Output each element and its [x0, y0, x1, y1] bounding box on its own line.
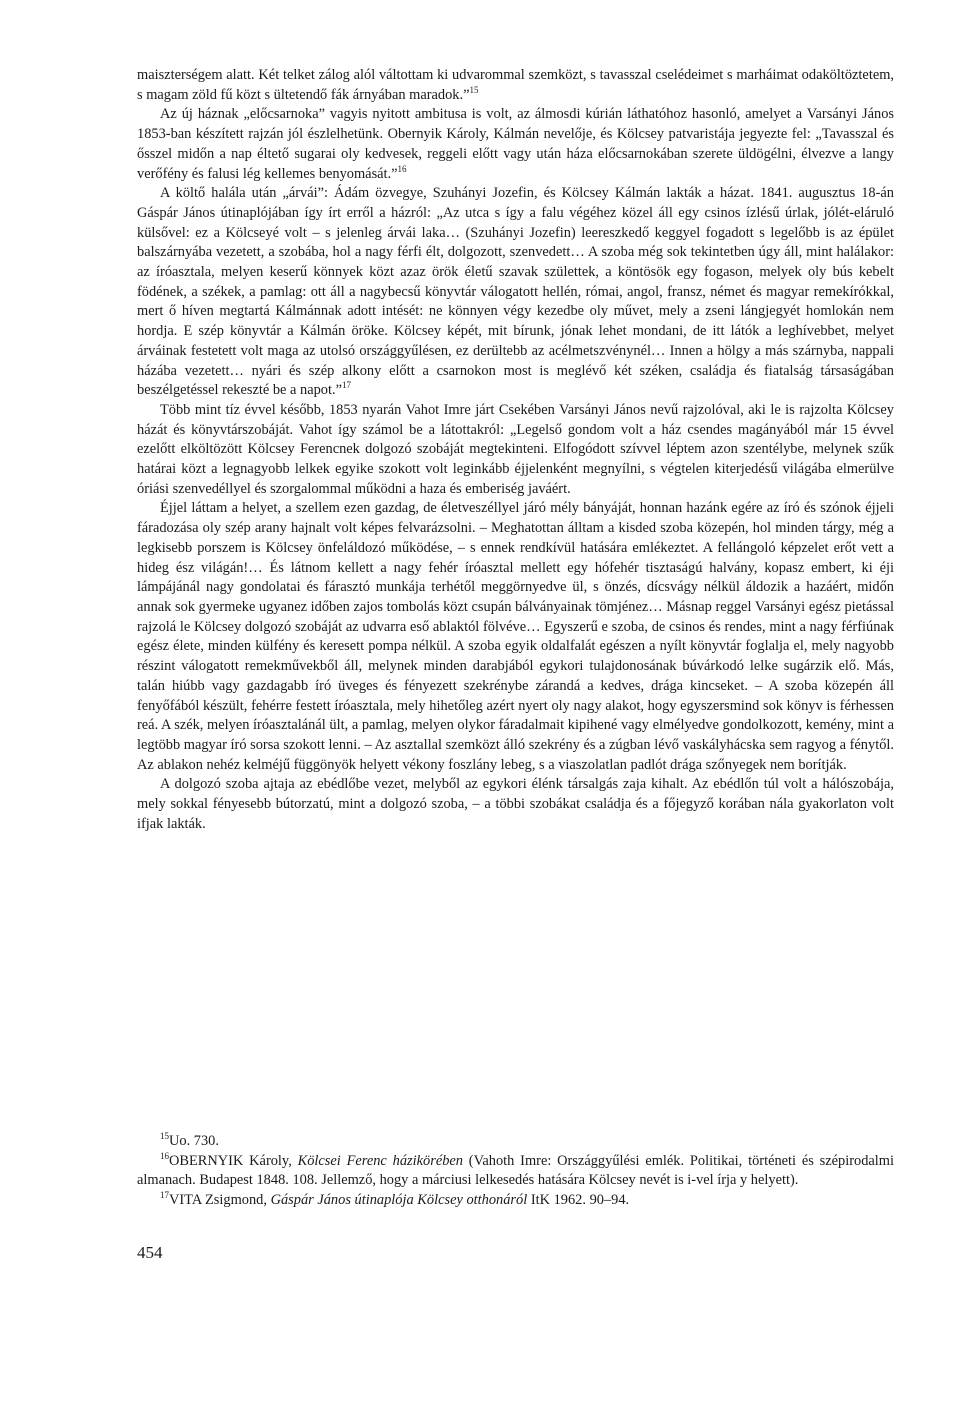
text-run: Az új háznak „előcsarnoka” vagyis nyitott ambitusa is volt, az álmosdi kúrián láthatóhoz hasonló, amelyet a Varsányi János 1853-ban készített rajzán jól észlelhetünk. Obernyik Károly, Kálmán nevelője, és Kölcsey patvaristája jegyezte fel: „Tavasszal és ősszel midőn a nap éltető sugarai oly kedvesek, reggeli előtt vagy után háza előcsarnokában szerete üldögélni, élvezve a langy verőfény és falusi lég kellemes benyomását.”: [137, 106, 894, 182]
footnote-ref: 15: [469, 84, 479, 95]
text-run: A költő halála után „árvái”: Ádám özvegye, Szuhányi Jozefin, és Kölcsey Kálmán lakták a házat. 1841. augusztus 18-án Gáspár János útinaplójában így írt erről a házról: „Az utca s így a falu végéhez közel áll egy csinos ízlésű úrlak, jólét-eláruló külsővel: ez a Kölcseyé volt – s jelenleg árvái laka… (Szuhányi Jozefin) leereszkedő keggyel fogadott s legelőbb is az épület balszárnyába vezetett, a szobába, hol a nagy férfi élt, dolgozott, szenvedett… A szoba még sok tekintetben úgy áll, mint halálakor: az íróasztala, melyen keserű könnyek közt azaz örök életű szavak születtek, a köntösök egy fogason, melyek oly bús kebelt födének, a székek, a pamlag: ott áll a nagybecsű könyvtár válogatott hellén, római, angol, fransz, német és magyar remekírókkal, mert ő híven megtartá Kálmánnak adott intését: ne könnyen végy kezedbe oly művet, mely a zseni lángjegyét homlokán nem hordja. E szép könyvtár a Kálmán öröke. Kölcsey képét, mit bírunk, jónak lehet mondani, de itt látók a leghívebbet, melyet árváinak festetett volt maga az utolsó országgyűlésen, ez derültebb az acélmetszvénynél… Innen a hölgy a más szárnyba, nappali házába vezetett… nyári és szép alkony előtt a csarnokon most is meglévő két széken, családja és fiatalság társaságában beszélgetéssel rekeszté be a napot.”: [137, 185, 894, 399]
footnote: [137, 1132, 894, 1152]
footnote-number: 16: [160, 1150, 169, 1161]
footnote-number: 17: [160, 1190, 169, 1201]
text-run: ItK 1962. 90–94.: [527, 1192, 630, 1209]
body-text: [137, 66, 894, 834]
text-run: A dolgozó szoba ajtaja az ebédlőbe vezet, melyből az egykori élénk társalgás zaja kihalt. Az ebédlőn túl volt a hálószobája, mely sokkal fényesebb bútorzatú, mint a dolgozó szoba, – a többi szobákat családja és a főjegyző korában nála gyakorlaton volt ifjak lakták.: [137, 776, 894, 832]
paragraph: [137, 775, 894, 834]
footnote: [137, 1191, 894, 1211]
footnote: [137, 1152, 894, 1191]
paragraph: [137, 105, 894, 184]
text-run: OBERNYIK Károly,: [169, 1152, 298, 1169]
italic-title: Kölcsei Ferenc házikörében: [297, 1152, 463, 1169]
paragraph: [137, 66, 894, 105]
footnotes: [137, 1132, 894, 1211]
italic-title: Gáspár János útinaplója Kölcsey otthonáról: [270, 1192, 528, 1209]
page-number: 454: [137, 1243, 163, 1262]
paragraph: [137, 401, 894, 500]
footnote-number: 15: [160, 1131, 169, 1142]
text-run: Több mint tíz évvel később, 1853 nyarán Vahot Imre járt Csekében Varsányi János nevű rajzolóval, aki le is rajzolta Kölcsey házát és könyvtárszobáját. Vahot így számol be a látottakról: „Legelső gondom volt a ház csendes magányából már 15 évvel ezelőtt elköltözött Kölcsey Ferencnek dolgozó szobáját megtekinteni. Elfogódott szívvel léptem azon szentélybe, melynek szűk határai közt a legnagyobb lelkek egyike szokott volt leginkább éjjelenként megnyílni, s végtelen kiterjedésű világába elmerülve óriási szenvedéllyel és szorgalommal működni a haza és emberiség javáért.: [137, 401, 894, 497]
paragraph: [137, 184, 894, 401]
footnote-ref: 17: [341, 380, 351, 391]
paragraph: [137, 499, 894, 775]
text-run: Uo. 730.: [169, 1133, 219, 1149]
text-run: VITA Zsigmond,: [169, 1192, 271, 1209]
text-run: maiszterségem alatt. Két telket zálog alól váltottam ki udvarommal szemközt, s tavasszal cselédeimet s marháimat odaköltöztetem, s magam zöld fű közt s ültetendő fák árnyában maradok.”: [137, 67, 894, 103]
footnote-ref: 16: [397, 163, 407, 174]
text-run: Éjjel láttam a helyet, a szellem ezen gazdag, de életveszéllyel járó mély bányáját, honnan hazánk egére az író és szónok éjjeli fáradozása oly szép arany hajnalt volt képes felvarázsolni. – Meghatottan álltam a kisded szoba közepén, hol minden tárgy, még a legkisebb porszem is Kölcsey önfeláldozó működése, – s ennek rendkívül hatására emlékeztet. A fellángoló képzelet erőt vett a hideg ész világán!… És látnom kellett a nagy fehér íróasztal mellett egy hófehér tisztaságú halvány, kopasz embert, ki éji lámpájánál nagy gondolatai és fárasztó munkája terhétől meggörnyedve ül, s önzés, dícsvágy nélkül áldozik a hazáért, midőn annak sok gyermeke ugyanez időben zajos tombolás közt csupán bálványainak tömjénez… Másnap reggel Varsányi egész pietással rajzolá le Kölcsey dolgozó szobáját az udvarra eső ablaktól fölvéve… Egyszerű e szoba, de csinos és rendes, mint a nagy férfiúnak egész élete, minden külfény és keresett pompa nélkül. A szoba egyik oldalfalát egészen a nyílt könyvtár foglalja el, mely nagyobb részint válogatott remekművekből áll, melynek minden darabjából egykori tulajdonosának búvárkodó lelke sugárzik elő. Más, talán hiúbb vagy gazdagabb író üveges és fényezett szekrénybe zárandá a kedves, drága kincseket. – A szoba közepén áll fenyőfából készült, fehérre festett íróasztala, mely hihetőleg azért nyert oly nagy alakot, hogy egyszersmind sok könyv is férhessen reá. A szék, melyen íróasztalánál ült, a pamlag, melyen olykor fáradalmait kipihené vagy elmélyedve gondolkozott, kemény, mint a legtöbb magyar író sorsa szokott lenni. – Az asztallal szemközt álló szekrény és a zúgban lévő vaskályhácska sem ragyog a fénytől. Az ablakon nehéz kelméjű függönyök helyett vékony foszlány lebeg, s a viaszolatlan padlót drága szőnyegek nem borítják.: [137, 500, 894, 773]
text-run: (Vahoth Imre: Országgyűlési emlék. Politikai, történeti és szépirodalmi almanach. Budapest 1848. 108. Jellemző, hogy a márciusi lelkesedés hatására Kölcsey nevét is i-vel írja y helyett).: [137, 1152, 894, 1189]
